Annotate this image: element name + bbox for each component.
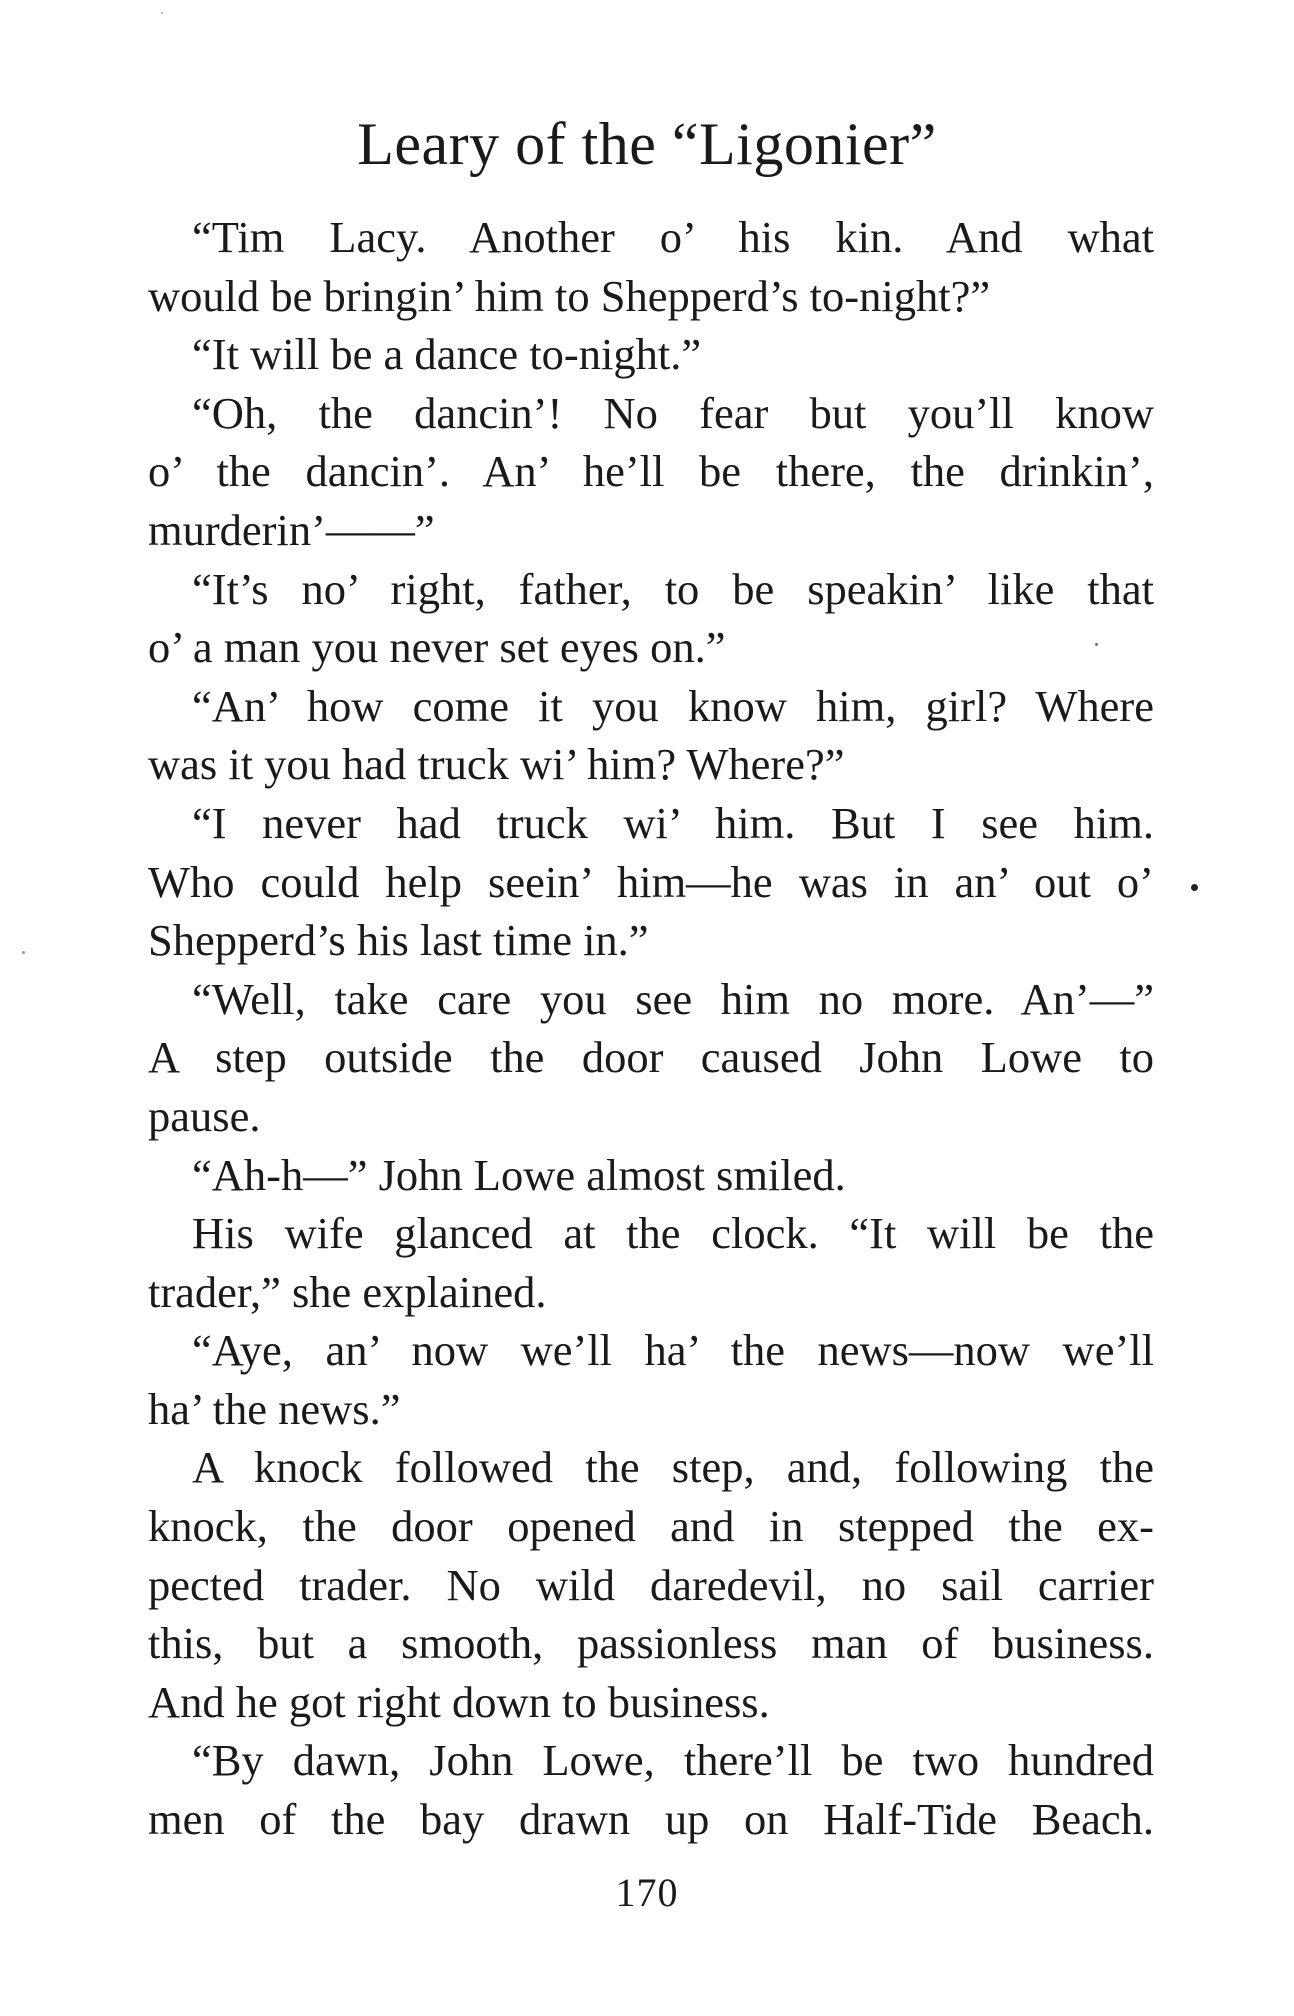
text-line: A step outside the door caused John Lowe to (148, 1032, 1154, 1083)
text-line: murderin’——” (148, 504, 435, 555)
text-line: knock, the door opened and in stepped the ex- (148, 1501, 1154, 1552)
text-line: “Aye, an’ now we’ll ha’ the news—now we’ll (192, 1325, 1154, 1376)
text-line: ha’ the news.” (148, 1383, 401, 1434)
text-line: “Oh, the dancin’! No fear but you’ll know (192, 387, 1154, 438)
text-line: A knock followed the step, and, following the (192, 1442, 1154, 1493)
text-line: “It’s no’ right, father, to be speakin’ like that (192, 563, 1154, 614)
ink-speck (1191, 884, 1198, 891)
text-line: Who could help seein’ him—he was in an’ out o’ (148, 856, 1154, 907)
text-line: trader,” she explained. (148, 1266, 547, 1317)
text-line: Shepperd’s his last time in.” (148, 915, 649, 966)
text-line: “Well, take care you see him no more. An’—” (192, 973, 1154, 1024)
text-line: pause. (148, 1090, 261, 1141)
body-text (148, 208, 1154, 1849)
ink-speck (22, 951, 25, 954)
ink-speck (1095, 643, 1098, 646)
ink-speck (161, 12, 163, 14)
text-line: His wife glanced at the clock. “It will be the (192, 1208, 1154, 1259)
text-line: pected trader. No wild daredevil, no sail carrier (148, 1559, 1154, 1610)
text-line: o’ a man you never set eyes on.” (148, 622, 726, 673)
text-line: “I never had truck wi’ him. But I see him. (192, 797, 1154, 848)
text-line: o’ the dancin’. An’ he’ll be there, the drinkin’, (148, 446, 1154, 497)
running-head: Leary of the “Ligonier” (357, 111, 937, 177)
text-line: “An’ how come it you know him, girl? Where (192, 680, 1154, 731)
text-line: was it you had truck wi’ him? Where?” (148, 739, 845, 790)
text-line: “By dawn, John Lowe, there’ll be two hundred (192, 1735, 1154, 1786)
text-line: would be bringin’ him to Shepperd’s to-night?” (148, 270, 991, 321)
text-line: And he got right down to business. (148, 1676, 770, 1727)
text-line: “It will be a dance to-night.” (192, 329, 702, 380)
text-line: this, but a smooth, passionless man of business. (148, 1618, 1154, 1669)
text-line: “Ah-h—” John Lowe almost smiled. (192, 1149, 846, 1200)
text-line: “Tim Lacy. Another o’ his kin. And what (192, 212, 1154, 262)
text-line: men of the bay drawn up on Half-Tide Beach. (148, 1794, 1154, 1845)
page-number: 170 (615, 1870, 679, 1915)
